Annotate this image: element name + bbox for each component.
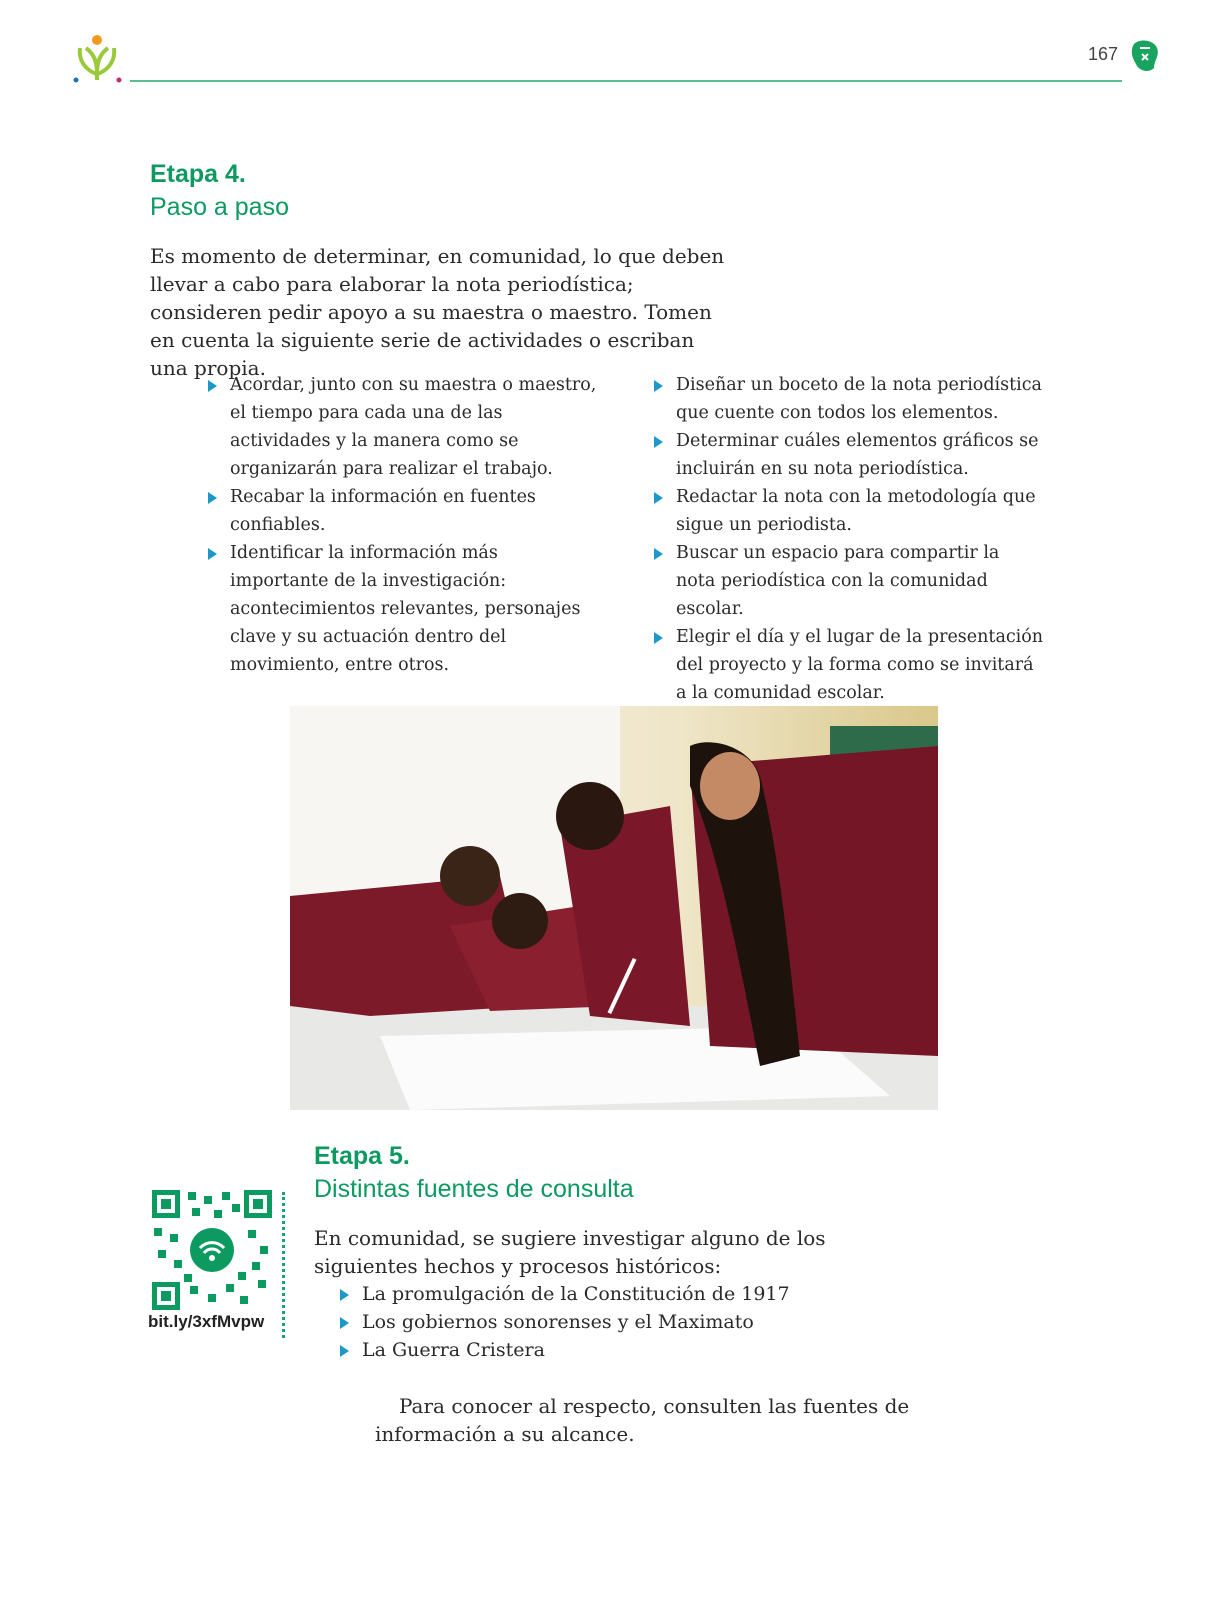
list-item: Identificar la información más importante de la investigación: acontecimientos relevantes, personajes clave y su actuación dentro del movimiento, entre otros. <box>208 539 598 679</box>
dotted-divider <box>282 1192 285 1338</box>
qr-code[interactable] <box>152 1190 272 1310</box>
list-item: Acordar, junto con su maestra o maestro, el tiempo para cada una de las actividades y la manera como se organizarán para realizar el trabajo. <box>208 371 598 483</box>
closing-paragraph <box>375 1392 995 1448</box>
etapa5-title: Etapa 5. <box>314 1142 410 1170</box>
list-item: Los gobiernos sonorenses y el Maximato <box>340 1308 940 1336</box>
etapa5-subtitle: Distintas fuentes de consulta <box>314 1174 634 1203</box>
logo-icon <box>72 34 124 84</box>
etapa4-subtitle: Paso a paso <box>150 192 289 221</box>
list-item: Determinar cuáles elementos gráficos se incluirán en su nota periodística. <box>654 427 1044 483</box>
list-item: La Guerra Cristera <box>340 1336 940 1364</box>
page-number: 167 <box>1087 44 1118 64</box>
glyph-icon <box>1130 38 1160 74</box>
historical-events-list <box>340 1280 940 1364</box>
qr-link[interactable]: bit.ly/3xfMvpw <box>148 1312 265 1331</box>
closing-text: Para conocer al respecto, consulten las fuentes de información a su alcance. <box>375 1394 910 1446</box>
etapa5-intro: En comunidad, se sugiere investigar alguno de los siguientes hechos y procesos históricos: <box>314 1226 826 1278</box>
etapa4-intro: Es momento de determinar, en comunidad, lo que deben llevar a cabo para elaborar la nota periodística; consideren pedir apoyo a su maestra o maestro. Tomen en cuenta la siguiente serie de actividades o escriban una propia. <box>150 244 725 380</box>
header-rule <box>130 80 1122 82</box>
list-item: Redactar la nota con la metodología que sigue un periodista. <box>654 483 1044 539</box>
students-photo <box>290 706 938 1110</box>
list-item: Recabar la información en fuentes confiables. <box>208 483 598 539</box>
etapa4-title: Etapa 4. <box>150 160 246 188</box>
list-item: Elegir el día y el lugar de la presentación del proyecto y la forma como se invitará a la comunidad escolar. <box>654 623 1044 707</box>
activities-column-right <box>654 371 1044 707</box>
list-item: Diseñar un boceto de la nota periodística que cuente con todos los elementos. <box>654 371 1044 427</box>
etapa4-heading <box>150 158 289 223</box>
list-item: Buscar un espacio para compartir la nota periodística con la comunidad escolar. <box>654 539 1044 623</box>
list-item: La promulgación de la Constitución de 1917 <box>340 1280 940 1308</box>
activities-column-left <box>208 371 598 679</box>
etapa5-heading <box>314 1140 634 1205</box>
